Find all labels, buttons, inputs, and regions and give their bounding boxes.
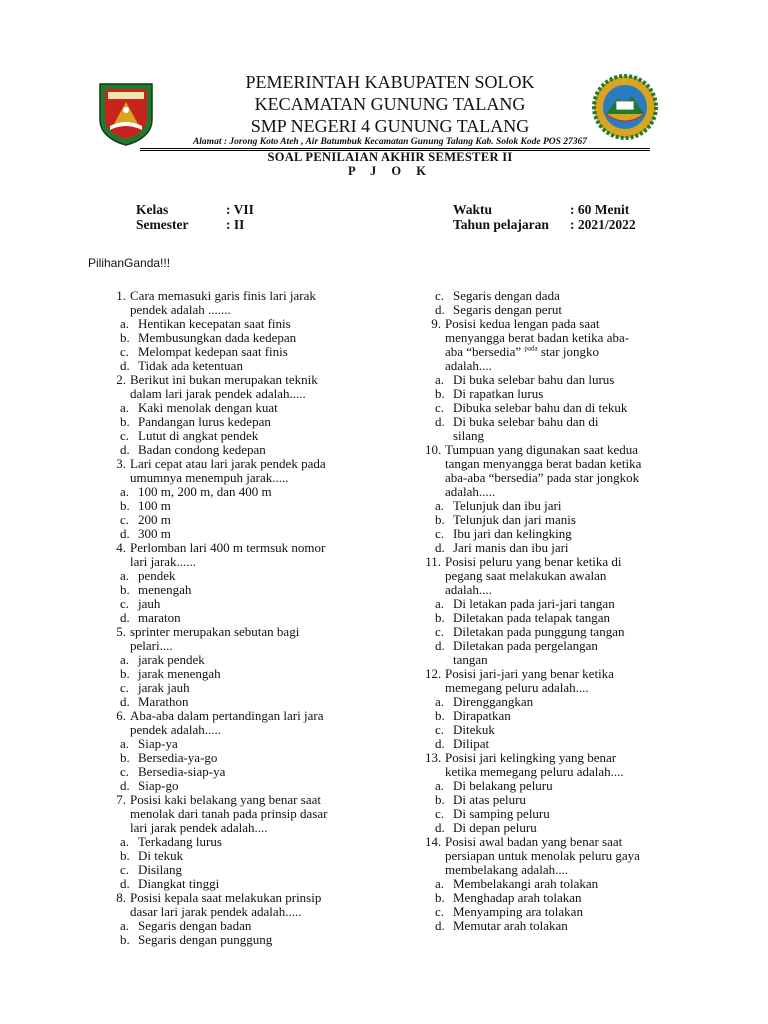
- option-11d: d. Diletakan pada pergelangan: [435, 638, 598, 653]
- question-text: pendek adalah.....: [130, 722, 221, 737]
- option-14b: b. Menghadap arah tolakan: [435, 890, 582, 905]
- option-1b: b. Membusungkan dada kedepan: [120, 330, 297, 345]
- question-11: 11. Posisi peluru yang benar ketika di pegang saat melakukan awalan adalah....: [425, 555, 725, 597]
- question-7: 7. Posisi kaki belakang yang benar saat menolak dari tanah pada prinsip dasar lari jarak pendek adalah....: [110, 793, 410, 835]
- question-6: 6. Aba-aba dalam pertandingan lari jara pendek adalah.....: [110, 709, 410, 737]
- option-9d: d. Di buka selebar bahu dan di: [435, 414, 599, 429]
- question-4: 4. Perlomban lari 400 m termsuk nomor lari jarak......: [110, 541, 410, 569]
- option-3b: b. 100 m: [120, 498, 171, 513]
- option-6c: c. Bersedia-siap-ya: [120, 764, 226, 779]
- question-text: Perlomban lari 400 m termsuk nomor: [130, 540, 326, 555]
- header-district: KECAMATAN GUNUNG TALANG: [254, 94, 526, 114]
- question-text: Posisi jari-jari yang benar ketika: [445, 666, 614, 681]
- question-text: lari jarak pendek adalah....: [130, 820, 268, 835]
- question-text: Posisi kepala saat melakukan prinsip: [130, 890, 322, 905]
- option-8b: b. Segaris dengan punggung: [120, 932, 273, 947]
- question-text: dalam lari jarak pendek adalah.....: [130, 386, 306, 401]
- option-7c: c. Disilang: [120, 862, 183, 877]
- question-2: 2. Berikut ini bukan merupakan teknik dalam lari jarak pendek adalah.....: [110, 373, 410, 401]
- question-text: tangan menyangga berat badan ketika: [445, 456, 642, 471]
- question-text: Aba-aba dalam pertandingan lari jara: [130, 708, 324, 723]
- option-12c: c. Ditekuk: [435, 722, 495, 737]
- question-text: Berikut ini bukan merupakan teknik: [130, 372, 318, 387]
- option-9d-continued: silang: [453, 428, 485, 443]
- question-text: Tumpuan yang digunakan saat kedua: [445, 442, 639, 457]
- waktu-label: Waktu: [453, 202, 493, 217]
- option-5b: b. jarak menengah: [120, 666, 221, 681]
- option-5a: a. jarak pendek: [120, 652, 205, 667]
- kelas-value: : VII: [226, 202, 254, 217]
- option-7a: a. Terkadang lurus: [120, 834, 222, 849]
- option-6d: d. Siap-go: [120, 778, 179, 793]
- exam-subject: P J O K: [347, 164, 433, 178]
- option-8a: a. Segaris dengan badan: [120, 918, 252, 933]
- option-4b: b. menengah: [120, 582, 192, 597]
- exam-title: SOAL PENILAIAN AKHIR SEMESTER II: [267, 150, 513, 164]
- question-12: 12. Posisi jari-jari yang benar ketika memegang peluru adalah....: [425, 667, 725, 695]
- question-text: lari jarak......: [130, 554, 197, 569]
- question-text: memegang peluru adalah....: [445, 680, 589, 695]
- option-10c: c. Ibu jari dan kelingking: [435, 526, 572, 541]
- question-text: adalah....: [445, 582, 492, 597]
- question-text: Posisi awal badan yang benar saat: [445, 834, 623, 849]
- question-text: Posisi kaki belakang yang benar saat: [130, 792, 321, 807]
- option-6b: b. Bersedia-ya-go: [120, 750, 218, 765]
- header-address: Alamat : Jorong Koto Ateh , Air Batumbuk Kecamatan Gunung Talang Kab. Solok Kode POS 27367: [192, 137, 588, 147]
- option-14a: a. Membelakangi arah tolakan: [435, 876, 599, 891]
- tahun-value: : 2021/2022: [570, 217, 636, 232]
- option-5d: d. Marathon: [120, 694, 189, 709]
- option-7d: d. Diangkat tinggi: [120, 876, 220, 891]
- option-11c: c. Diletakan pada punggung tangan: [435, 624, 625, 639]
- option-9c: c. Dibuka selebar bahu dan di tekuk: [435, 400, 628, 415]
- option-4d: d. maraton: [120, 610, 181, 625]
- option-2a: a. Kaki menolak dengan kuat: [120, 400, 278, 415]
- question-text: Posisi kedua lengan pada saat: [445, 316, 600, 331]
- option-3c: c. 200 m: [120, 512, 171, 527]
- question-text: aba “bersedia” $^{pada}$ star jongko: [445, 344, 599, 359]
- option-10b: b. Telunjuk dan jari manis: [435, 512, 576, 527]
- option-4c: c. jauh: [120, 596, 161, 611]
- option-13a: a. Di belakang peluru: [435, 778, 553, 793]
- header-government: PEMERINTAH KABUPATEN SOLOK: [245, 72, 535, 92]
- section-title: PilihanGanda!!!: [88, 256, 171, 270]
- question-text: persiapan untuk menolak peluru gaya: [445, 848, 640, 863]
- option-11a: a. Di letakan pada jari-jari tangan: [435, 596, 615, 611]
- kelas-label: Kelas: [136, 202, 169, 217]
- semester-label: Semester: [136, 217, 189, 232]
- option-2b: b. Pandangan lurus kedepan: [120, 414, 271, 429]
- option-3d: d. 300 m: [120, 526, 171, 541]
- question-3: 3. Lari cepat atau lari jarak pendek pada umumnya menempuh jarak.....: [110, 457, 410, 485]
- question-text: ketika memegang peluru adalah....: [445, 764, 624, 779]
- question-text: menyangga berat badan ketika aba-: [445, 330, 630, 345]
- option-13c: c. Di samping peluru: [435, 806, 550, 821]
- question-text: menolak dari tanah pada prinsip dasar: [130, 806, 328, 821]
- option-13d: d. Di depan peluru: [435, 820, 537, 835]
- option-10d: d. Jari manis dan ibu jari: [435, 540, 569, 555]
- question-text: sprinter merupakan sebutan bagi: [130, 624, 300, 639]
- option-4a: a. pendek: [120, 568, 176, 583]
- option-1c: c. Melompat kedepan saat finis: [120, 344, 288, 359]
- question-text: pelari....: [130, 638, 173, 653]
- question-text: Cara memasuki garis finis lari jarak: [130, 288, 316, 303]
- option-2c: c. Lutut di angkat pendek: [120, 428, 259, 443]
- option-11b: b. Diletakan pada telapak tangan: [435, 610, 611, 625]
- option-8c: c. Segaris dengan dada: [435, 288, 560, 303]
- question-text: pendek adalah .......: [130, 302, 231, 317]
- tahun-label: Tahun pelajaran: [453, 217, 549, 232]
- question-1: 1. Cara memasuki garis finis lari jarak pendek adalah .......: [110, 289, 410, 317]
- question-text: membelakang adalah....: [445, 862, 569, 877]
- option-12b: b. Dirapatkan: [435, 708, 511, 723]
- option-9a: a. Di buka selebar bahu dan lurus: [435, 372, 615, 387]
- option-12d: d. Dilipat: [435, 736, 490, 751]
- option-14c: c. Menyamping ara tolakan: [435, 904, 583, 919]
- option-6a: a. Siap-ya: [120, 736, 178, 751]
- header-divider: [140, 148, 650, 149]
- option-13b: b. Di atas peluru: [435, 792, 526, 807]
- question-text: Posisi jari kelingking yang benar: [445, 750, 617, 765]
- option-7b: b. Di tekuk: [120, 848, 184, 863]
- option-10a: a. Telunjuk dan ibu jari: [435, 498, 562, 513]
- question-column-left: [110, 289, 410, 947]
- question-9: 9. Posisi kedua lengan pada saat menyangga berat badan ketika aba- aba “bersedia” $^{pada}$ star jongko adalah....: [425, 317, 725, 373]
- question-10: 10. Tumpuan yang digunakan saat kedua tangan menyangga berat badan ketika aba-aba “bersedia” pada star jongkok adalah.....: [425, 443, 725, 499]
- question-text: pegang saat melakukan awalan: [445, 568, 607, 583]
- option-5c: c. jarak jauh: [120, 680, 190, 695]
- question-text: adalah....: [445, 358, 492, 373]
- question-column-right: [425, 289, 725, 933]
- option-1a: a. Hentikan kecepatan saat finis: [120, 316, 291, 331]
- option-2d: d. Badan condong kedepan: [120, 442, 266, 457]
- option-3a: a. 100 m, 200 m, dan 400 m: [120, 484, 272, 499]
- option-12a: a. Direnggangkan: [435, 694, 534, 709]
- option-1d: d. Tidak ada ketentuan: [120, 358, 243, 373]
- question-text: umumnya menempuh jarak.....: [130, 470, 289, 485]
- option-9b: b. Di rapatkan lurus: [435, 386, 544, 401]
- question-text: aba-aba “bersedia” pada star jongkok: [445, 470, 640, 485]
- question-text: adalah.....: [445, 484, 496, 499]
- question-13: 13. Posisi jari kelingking yang benar ketika memegang peluru adalah....: [425, 751, 725, 779]
- question-text: Posisi peluru yang benar ketika di: [445, 554, 622, 569]
- question-text: Lari cepat atau lari jarak pendek pada: [130, 456, 326, 471]
- option-8d: d. Segaris dengan perut: [435, 302, 563, 317]
- waktu-value: : 60 Menit: [570, 202, 630, 217]
- header-school: SMP NEGERI 4 GUNUNG TALANG: [250, 116, 530, 136]
- question-text: dasar lari jarak pendek adalah.....: [130, 904, 302, 919]
- semester-value: : II: [226, 217, 245, 232]
- question-5: 5. sprinter merupakan sebutan bagi pelari....: [110, 625, 410, 653]
- question-8: 8. Posisi kepala saat melakukan prinsip dasar lari jarak pendek adalah.....: [110, 891, 410, 919]
- option-11d-continued: tangan: [453, 652, 488, 667]
- option-14d: d. Memutar arah tolakan: [435, 918, 568, 933]
- question-14: 14. Posisi awal badan yang benar saat persiapan untuk menolak peluru gaya membelakang adalah....: [425, 835, 725, 877]
